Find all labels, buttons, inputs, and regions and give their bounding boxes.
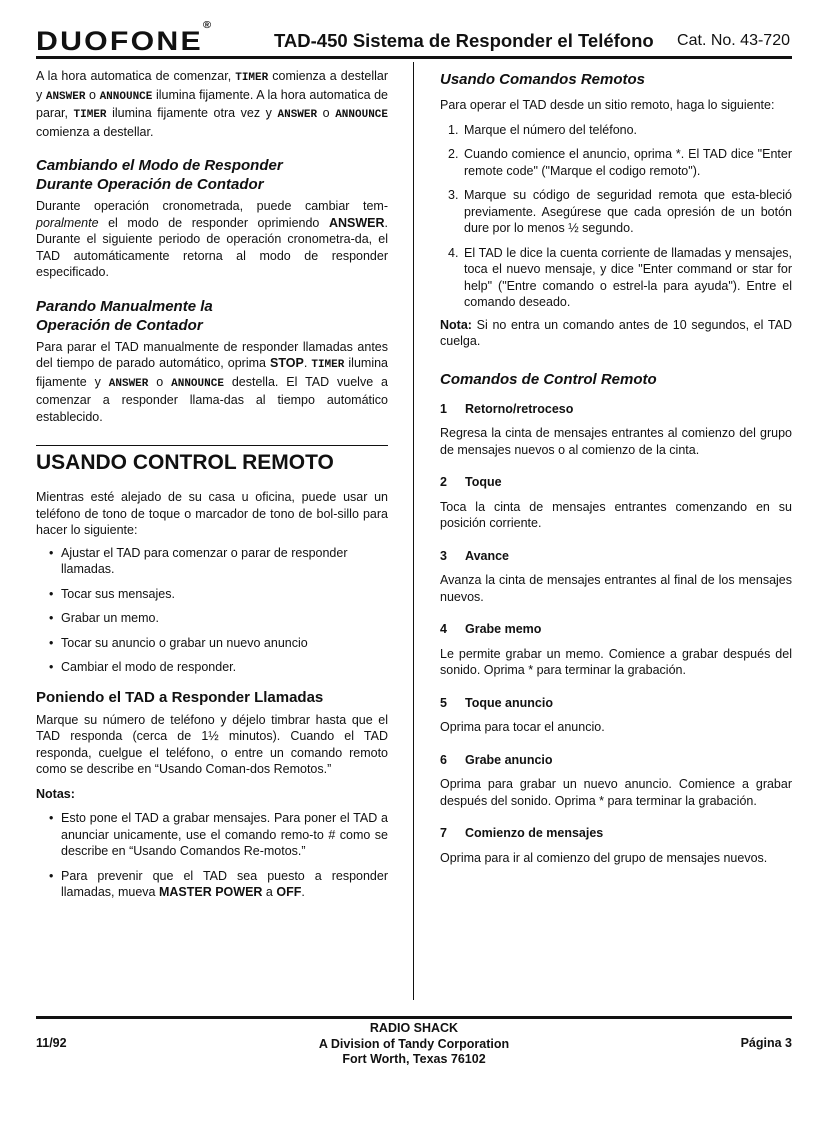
list-item: • Esto pone el TAD a grabar mensajes. Para poner el TAD a anunciar unicamente, use el comando remo-to # como se describe en “Usando Comandos Re-motos.” [36, 810, 388, 860]
command-description: Le permite grabar un memo. Comience a grabar después del sonido. Oprima * para terminar la grabación. [440, 646, 792, 677]
document-title: TAD-450 Sistema de Responder el Teléfono [274, 30, 654, 51]
remote-intro-paragraph: Mientras esté alejado de su casa u oficina, puede usar un teléfono de tono de toque o marcador de tono de bol-sillo para hacer lo siguiente: [36, 490, 388, 537]
steps-list [440, 122, 792, 311]
list-item: • Tocar su anuncio o grabar un nuevo anuncio [36, 635, 388, 652]
page-header [36, 20, 792, 56]
stopping-timer-paragraph: Para parar el TAD manualmente de responder llamadas antes del tiempo de parado automático, oprima STOP. TIMER ilumina fijamente y ANSWER o ANNOUNCE destella. El TAD vuelve a comenzar a responder llama-das al tiempo automático establecido. [36, 339, 389, 424]
page-number: Página 3 [740, 1036, 792, 1050]
footer-rule [36, 1016, 792, 1019]
command-title: 5 Toque anuncio [440, 695, 553, 710]
list-item: • Cambiar el modo de responder. [36, 659, 388, 676]
command-item [440, 695, 792, 736]
command-item [440, 825, 792, 866]
command-item [440, 752, 792, 810]
notes-label: Notas: [36, 786, 75, 801]
command-description: Regresa la cinta de mensajes entrantes al comienzo del grupo de mensajes nuevos o al comienzo de la cinta. [440, 426, 792, 457]
command-title: 4 Grabe memo [440, 622, 542, 636]
command-title: 6 Grabe anuncio [440, 752, 553, 767]
timeout-note: Nota: Si no entra un comando antes de 10 segundos, el TAD cuelga. [440, 317, 792, 348]
list-item: • Para prevenir que el TAD sea puesto a responder llamadas, mueva MASTER POWER a OFF. [36, 868, 388, 901]
command-item [440, 621, 792, 679]
list-item: 2. Cuando comience el anuncio, oprima *. El TAD dice "Enter remote code" ("Marque el codigo remoto"). [448, 147, 792, 178]
brand-logo: DUOFONE® [36, 20, 214, 56]
command-description: Oprima para ir al comienzo del grupo de mensajes nuevos. [440, 850, 768, 865]
list-item: • Ajustar el TAD para comenzar o parar de responder llamadas. [36, 545, 388, 578]
command-description: Toca la cinta de mensajes entrantes comenzando en su posición corriente. [440, 499, 792, 530]
section-heading-command-list: Comandos de Control Remoto [440, 370, 657, 388]
list-item: • Grabar un memo. [36, 610, 388, 627]
command-title: 2 Toque [440, 475, 502, 489]
section-heading-answering: Poniendo el TAD a Responder Llamadas [36, 688, 324, 706]
list-item: 3. Marque su código de seguridad remota que esta-bleció previamente. Asegúrese que cada opresión de un botón dure por lo menos ½ segundo. [448, 188, 792, 235]
remote-feature-list [36, 545, 388, 676]
command-item [440, 401, 792, 459]
command-title: 3 Avance [440, 548, 510, 563]
left-column [36, 68, 388, 901]
header-rule [36, 56, 792, 59]
command-item [440, 548, 792, 606]
command-description: Oprima para grabar un nuevo anuncio. Comience a grabar después del sonido. Oprima * para terminar la grabación. [440, 777, 792, 808]
changing-mode-paragraph: Durante operación cronometrada, puede cambiar tem-poralmente el modo de responder oprimiendo ANSWER. Durante el siguiente periodo de operación cronometra-da, el TAD automáticamente retorna al modo de responder especificado. [36, 199, 388, 279]
command-title: 1 Retorno/retroceso [440, 401, 574, 416]
command-description: Oprima para tocar el anuncio. [440, 720, 605, 734]
right-column [440, 68, 792, 866]
command-title: 7 Comienzo de mensajes [440, 826, 604, 840]
list-item: • Tocar sus mensajes. [36, 586, 388, 603]
footer-date: 11/92 [36, 1036, 67, 1050]
main-heading: USANDO CONTROL REMOTO [36, 451, 334, 474]
list-item: 1. Marque el número del teléfono. [448, 122, 638, 137]
notes-list [36, 810, 388, 901]
list-item: 4. El TAD le dice la cuenta corriente de llamadas y mensajes, toca el nuevo mensaje, y dice "Enter command or star for help" ("Entre comando o estrel-la para ayuda"). Entre el comando deseado. [448, 245, 792, 309]
column-divider [413, 62, 414, 1000]
section-heading-remote-commands: Usando Comandos Remotos [440, 71, 646, 88]
section-divider [36, 445, 388, 446]
section-heading-changing-mode: Cambiando el Modo de Responder Durante Operación de Contador [36, 157, 283, 193]
answering-paragraph: Marque su número de teléfono y déjelo timbrar hasta que el TAD responda (cerca de 1½ minutos). Cuando el TAD responda, cuelgue el teléfono, o entre un comando remoto como se describe en “Usando Coman-dos Remotos.” [36, 712, 388, 776]
section-heading-stopping-timer: Parando Manualmente la Operación de Contador [36, 297, 213, 334]
command-item [440, 474, 792, 532]
remote-commands-intro: Para operar el TAD desde un sitio remoto, haga lo siguiente: [440, 98, 775, 112]
command-description: Avanza la cinta de mensajes entrantes al final de los mensajes nuevos. [440, 573, 792, 604]
catalog-number: Cat. No. 43-720 [677, 32, 790, 49]
intro-paragraph: A la hora automatica de comenzar, TIMER comienza a destellar y ANSWER o ANNOUNCE ilumina fijamente. A la hora automatica de parar, TIMER ilumina fijamente otra vez y ANSWER o ANNOUNCE comienza a destellar. [36, 69, 389, 139]
footer-company: RADIO SHACK A Division of Tandy Corporation Fort Worth, Texas 76102 [318, 1021, 510, 1066]
